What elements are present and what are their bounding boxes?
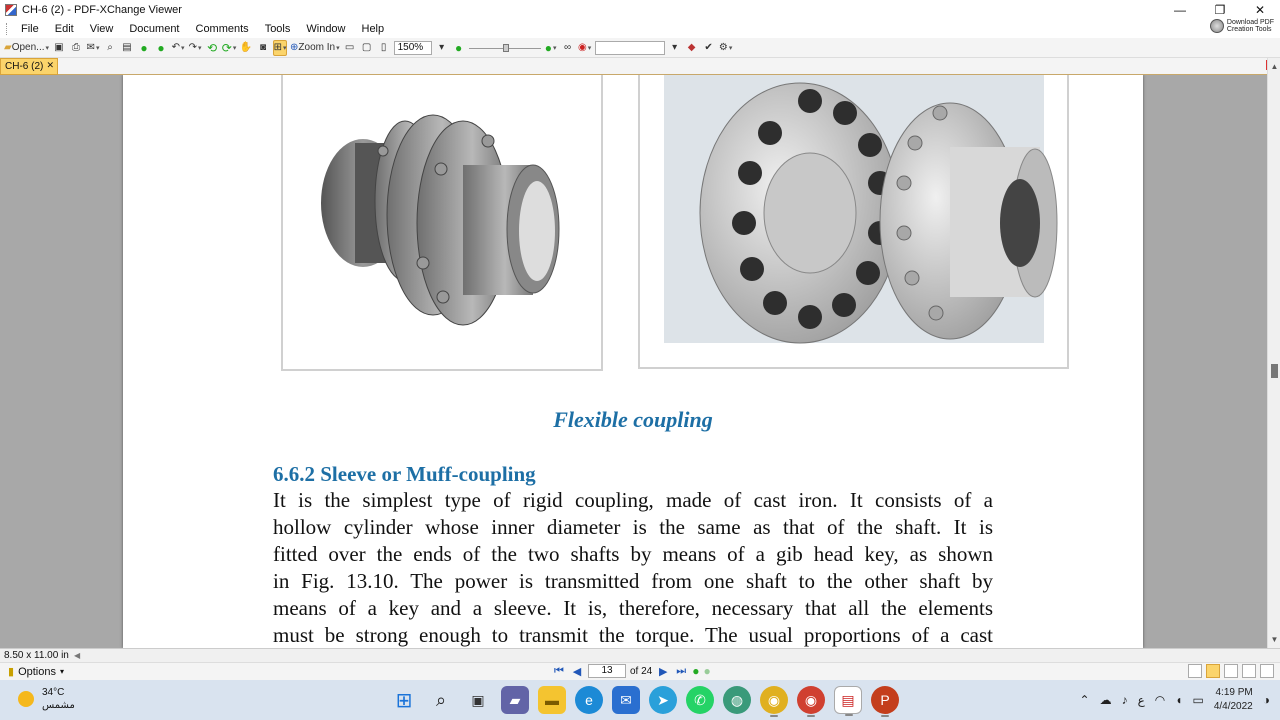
teams-chat-icon[interactable]: ▰ bbox=[501, 686, 529, 714]
menu-window[interactable]: Window bbox=[306, 23, 346, 35]
rotate-right-icon[interactable]: ⟳ ▾ bbox=[222, 40, 236, 56]
actual-size-icon[interactable]: ▭ bbox=[344, 42, 355, 53]
body-line: fitted over the ends of the two shafts by means of a gib head key, as shown bbox=[273, 542, 993, 566]
restore-button[interactable]: ❐ bbox=[1214, 3, 1226, 17]
horizontal-scroll-area bbox=[0, 648, 1280, 662]
zoom-slider-knob[interactable] bbox=[503, 44, 509, 52]
menu-tools[interactable]: Tools bbox=[264, 23, 291, 35]
weather-temp: 34°C bbox=[42, 687, 65, 698]
title-bar bbox=[0, 0, 1280, 20]
last-page-icon[interactable]: ⏭ bbox=[676, 664, 687, 677]
email-icon[interactable]: ✉ ▾ bbox=[86, 40, 100, 56]
open-label: Open... bbox=[11, 42, 45, 53]
options-button[interactable] bbox=[0, 665, 64, 678]
find-icon[interactable]: ⌕ bbox=[107, 42, 113, 53]
menu-document[interactable]: Document bbox=[129, 23, 180, 35]
menu-grip bbox=[6, 23, 9, 35]
body-text bbox=[273, 487, 993, 648]
zoom-in-button[interactable] bbox=[290, 40, 340, 56]
start-icon[interactable]: ⊞ bbox=[395, 689, 413, 712]
clock[interactable] bbox=[1214, 686, 1253, 714]
telegram-icon[interactable]: ➤ bbox=[649, 686, 677, 714]
input-language[interactable]: ع bbox=[1137, 693, 1145, 707]
search-icon[interactable]: ⌕ bbox=[435, 689, 447, 710]
wifi-icon[interactable]: ◠ bbox=[1154, 693, 1166, 707]
glasses-icon[interactable]: ∞ bbox=[564, 42, 572, 53]
fit-width-icon[interactable]: ▯ bbox=[380, 42, 387, 53]
vertical-scrollbar[interactable] bbox=[1267, 58, 1280, 648]
body-line: It is the simplest type of rigid coupling, made of cast iron. It consists of a bbox=[273, 488, 993, 512]
microphone-icon[interactable]: ♪ bbox=[1121, 693, 1128, 707]
mail-icon[interactable]: ✉ bbox=[612, 686, 640, 714]
search-dropdown-icon[interactable]: ▾ bbox=[672, 42, 678, 53]
system-tray bbox=[1080, 686, 1271, 714]
current-page-input[interactable]: 13 bbox=[588, 664, 626, 678]
body-line: in Fig. 13.10. The power is transmitted from one shaft to the other shaft by bbox=[273, 569, 993, 593]
page-count-label: of 24 bbox=[630, 665, 653, 677]
pdf-xchange-icon[interactable]: ▤ bbox=[834, 686, 862, 714]
select-tool-icon[interactable]: ⊞ ▾ bbox=[273, 40, 287, 56]
options-dropdown-icon: ▾ bbox=[59, 667, 64, 676]
stamp-icon[interactable]: ◆ bbox=[687, 42, 696, 53]
download-pdf-tools-button[interactable] bbox=[1210, 19, 1274, 33]
prev-page-icon[interactable]: ◀ bbox=[572, 665, 582, 678]
window-title: CH-6 (2) - PDF-XChange Viewer bbox=[22, 4, 182, 16]
open-button[interactable] bbox=[4, 40, 49, 56]
menu-edit[interactable]: Edit bbox=[54, 23, 74, 35]
status-bar bbox=[0, 662, 1280, 680]
tab-close-icon[interactable]: ✕ bbox=[46, 60, 54, 70]
document-tab-label: CH-6 (2) bbox=[5, 61, 44, 72]
hand-tool-icon[interactable]: ✋ bbox=[239, 42, 253, 53]
view-mode-buttons bbox=[1188, 664, 1274, 678]
weather-widget[interactable] bbox=[18, 686, 75, 712]
clock-date: 4/4/2022 bbox=[1213, 701, 1253, 712]
scroll-thumb[interactable] bbox=[1271, 364, 1278, 378]
redo-icon[interactable]: ↷ ▾ bbox=[188, 40, 202, 56]
magnifier-icon: ⊕ bbox=[290, 42, 299, 53]
task-view-icon[interactable]: ▣ bbox=[471, 691, 485, 708]
forward-icon[interactable]: ● bbox=[157, 40, 165, 55]
scroll-left-icon[interactable]: ◀ bbox=[74, 651, 81, 660]
folder-icon: ▰ bbox=[4, 42, 12, 53]
download-pdf-line2: Creation Tools bbox=[1226, 26, 1272, 33]
history-back-icon[interactable]: ● bbox=[692, 664, 700, 678]
whatsapp-icon[interactable]: ✆ bbox=[686, 686, 714, 714]
facing-page-icon[interactable] bbox=[1224, 664, 1238, 678]
single-page-icon[interactable] bbox=[1188, 664, 1202, 678]
page-size-label: 8.50 x 11.00 in bbox=[4, 650, 69, 661]
document-viewport[interactable] bbox=[0, 75, 1267, 648]
save-icon[interactable]: ▣ bbox=[54, 42, 64, 53]
chrome-profile-icon[interactable]: ◉ bbox=[797, 686, 825, 714]
settings-icon[interactable] bbox=[1260, 664, 1274, 678]
zoom-out-icon[interactable]: ● bbox=[455, 40, 463, 55]
main-toolbar bbox=[0, 38, 1280, 58]
fit-page-icon[interactable]: ▢ bbox=[361, 42, 372, 53]
sun-icon bbox=[18, 691, 34, 707]
flange-coupling-image bbox=[640, 75, 1067, 367]
zoom-slider[interactable] bbox=[469, 42, 541, 54]
document-tab[interactable] bbox=[0, 58, 58, 75]
notifications-icon[interactable]: ◑ bbox=[1262, 693, 1270, 707]
clock-time: 4:19 PM bbox=[1215, 687, 1253, 698]
pdf-page bbox=[123, 75, 1143, 648]
tray-overflow-icon[interactable]: ⌃ bbox=[1079, 693, 1090, 707]
body-line: hollow cylinder whose inner diameter is the same as that of the shaft. It is bbox=[273, 515, 993, 539]
highlight-icon[interactable]: ◉ ▾ bbox=[578, 40, 592, 56]
zoom-in-label: Zoom In bbox=[298, 42, 336, 53]
page-navigation bbox=[552, 664, 711, 678]
window-controls bbox=[1160, 0, 1280, 20]
body-line: must be strong enough to transmit the torque. The usual proportions of a cast bbox=[273, 623, 993, 647]
onedrive-icon[interactable]: ☁ bbox=[1099, 693, 1112, 707]
first-page-icon[interactable]: ⏮ bbox=[554, 664, 564, 677]
undo-icon[interactable]: ↶ ▾ bbox=[171, 40, 185, 56]
document-tab-strip bbox=[0, 58, 1280, 75]
app-icon bbox=[5, 4, 17, 16]
customize-icon[interactable]: ⚙ ▾ bbox=[719, 40, 733, 56]
zoom-dropdown-icon[interactable]: ▾ bbox=[439, 42, 445, 53]
chrome-icon[interactable]: ◉ bbox=[760, 686, 788, 714]
figure-caption: Flexible coupling bbox=[553, 407, 713, 432]
pin-icon: ▮ bbox=[8, 666, 15, 678]
back-icon[interactable]: ● bbox=[140, 40, 148, 55]
options-label: Options bbox=[18, 665, 56, 678]
globe-app-icon[interactable]: ◍ bbox=[723, 686, 751, 714]
windows-taskbar bbox=[0, 680, 1280, 720]
menu-comments[interactable]: Comments bbox=[195, 23, 249, 35]
continuous-page-icon[interactable] bbox=[1206, 664, 1220, 678]
zoom-level-select[interactable]: 150% bbox=[394, 41, 432, 55]
rotate-left-icon[interactable]: ⟲ bbox=[207, 40, 218, 55]
menu-bar bbox=[0, 20, 1280, 38]
section-heading: 6.6.2 Sleeve or Muff-coupling bbox=[273, 462, 536, 486]
continuous-facing-icon[interactable] bbox=[1242, 664, 1256, 678]
edge-icon[interactable]: e bbox=[575, 686, 603, 714]
scroll-down-icon[interactable]: ▼ bbox=[1270, 635, 1279, 644]
menu-help[interactable]: Help bbox=[361, 23, 385, 35]
minimize-button[interactable]: — bbox=[1174, 3, 1186, 17]
ocr-icon[interactable]: ▤ bbox=[122, 42, 132, 53]
volume-icon[interactable]: ◖ bbox=[1175, 693, 1183, 707]
download-pdf-line1: Download PDF bbox=[1226, 19, 1274, 26]
battery-icon[interactable]: ▭ bbox=[1192, 693, 1204, 707]
menu-file[interactable]: File bbox=[21, 23, 39, 35]
body-line: means of a key and a sleeve. It is, therefore, necessary that all the elements bbox=[273, 596, 993, 620]
tools-icon[interactable]: ✔ bbox=[704, 42, 713, 53]
scroll-up-icon[interactable]: ▲ bbox=[1270, 62, 1279, 71]
toolbar-search-input[interactable] bbox=[595, 41, 665, 55]
zoom-in-small-icon[interactable]: ● ▾ bbox=[544, 40, 558, 56]
powerpoint-icon[interactable]: P bbox=[871, 686, 899, 714]
figure-disc-coupling bbox=[281, 75, 603, 371]
close-button[interactable]: ✕ bbox=[1254, 3, 1266, 17]
menu-view[interactable]: View bbox=[89, 23, 114, 35]
history-forward-icon[interactable]: ● bbox=[703, 664, 711, 678]
globe-icon bbox=[1210, 19, 1224, 33]
next-page-icon[interactable]: ▶ bbox=[659, 665, 668, 678]
disc-coupling-image bbox=[283, 75, 601, 369]
print-icon[interactable]: ⎙ bbox=[72, 42, 81, 53]
snapshot-icon[interactable]: ◙ bbox=[260, 42, 267, 53]
figure-flange-coupling bbox=[638, 75, 1069, 369]
taskbar-apps bbox=[390, 686, 899, 714]
weather-desc: مشمس bbox=[42, 700, 75, 711]
file-explorer-icon[interactable]: ▬ bbox=[538, 686, 566, 714]
